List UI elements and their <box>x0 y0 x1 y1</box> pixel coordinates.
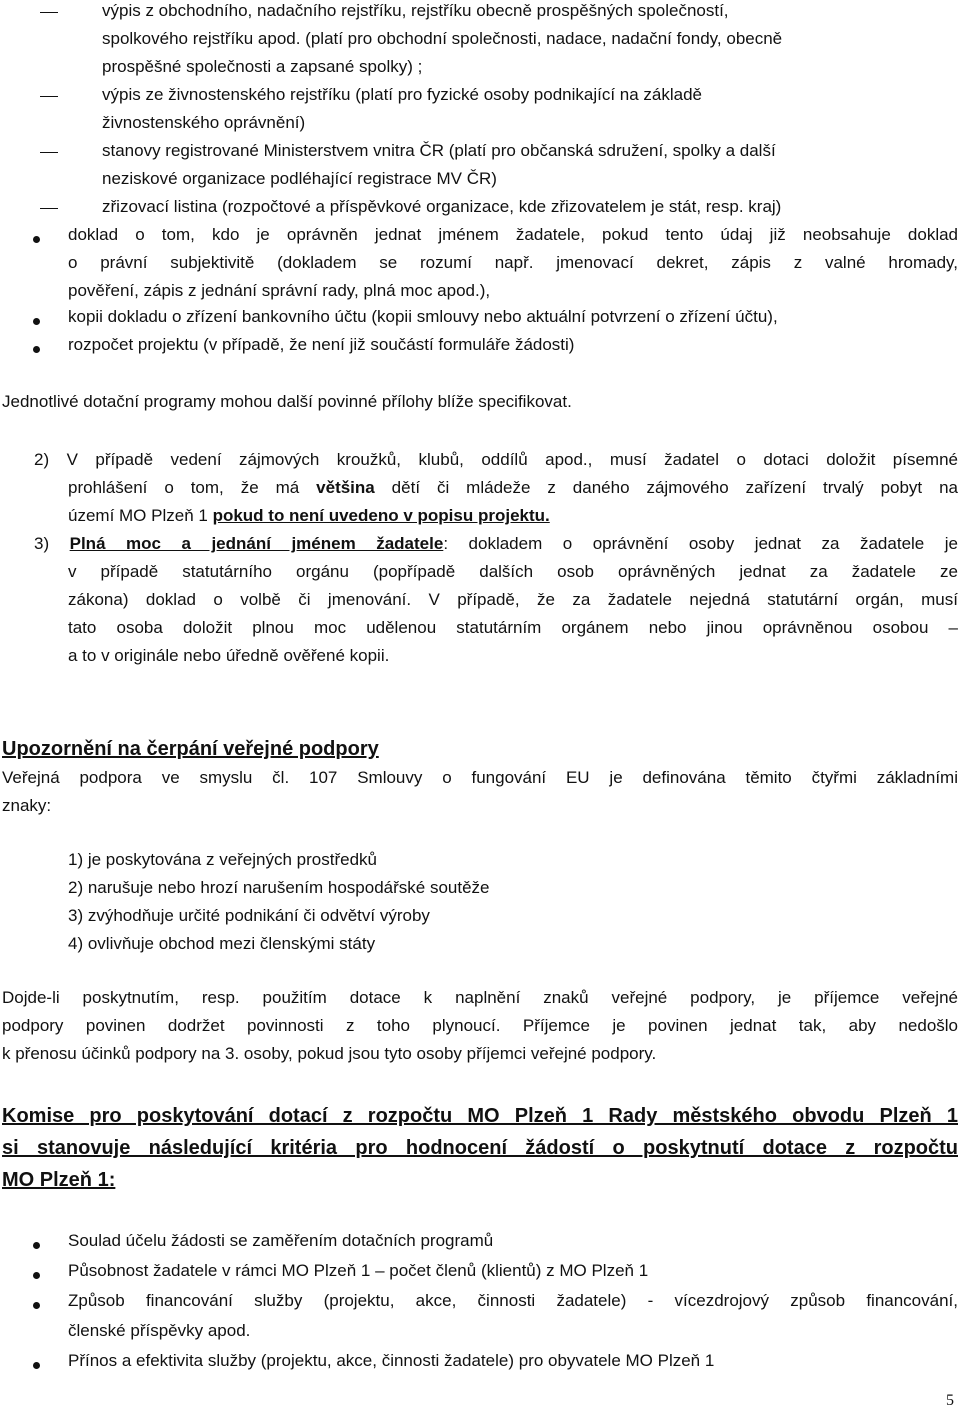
criteria-item-line: Soulad účelu žádosti se zaměřením dotačních programů <box>68 1231 494 1250</box>
criteria-item-line: členské příspěvky apod. <box>68 1321 251 1340</box>
dash-item-line: živnostenského oprávnění) <box>102 113 306 132</box>
list-item: 1) je poskytována z veřejných prostředků <box>68 850 377 869</box>
list-item: 2) narušuje nebo hrozí narušením hospodářské soutěže <box>68 878 490 897</box>
bullet-dot <box>33 1272 40 1279</box>
dash-item-line: zřizovací listina (rozpočtové a příspěvkové organizace, kde zřizovatelem je stát, resp. kraj) <box>102 197 782 216</box>
criteria-item-line: Přínos a efektivita služby (projektu, akce, činnosti žadatele) pro obyvatele MO Plzeň 1 <box>68 1351 715 1370</box>
numbered-paragraph-line: zákona) doklad o volbě či jmenování. V případě, že za žadatele nejedná statutární orgán, musí <box>68 590 958 609</box>
paragraph-line: znaky: <box>2 796 52 815</box>
section-heading: MO Plzeň 1: <box>2 1169 116 1191</box>
bullet-item-line: rozpočet projektu (v případě, že není již součástí formuláře žádosti) <box>68 335 575 354</box>
bullet-item-line: kopii dokladu o zřízení bankovního účtu (kopii smlouvy nebo aktuální potvrzení o zřízení účtu), <box>68 307 778 326</box>
numbered-paragraph-line: 3) Plná moc a jednání jménem žadatele: dokladem o oprávnění osoby jednat za žadatele je <box>34 534 958 553</box>
dash-item-line: výpis ze živnostenského rejstříku (platí pro fyzické osoby podnikající na základě <box>102 85 703 104</box>
bullet-dot <box>33 1242 40 1249</box>
dash-marker <box>40 208 58 209</box>
numbered-paragraph-line: v případě statutárního orgánu (popřípadě dalších osob oprávněných jednat za žadatele ze <box>68 562 958 581</box>
paragraph-line: podpory povinen dodržet povinnosti z toho plynoucí. Příjemce je povinen jednat tak, aby nedošlo <box>2 1016 958 1035</box>
paragraph-line: Dojde-li poskytnutím, resp. použitím dotace k naplnění znaků veřejné podpory, je příjemce veřejné <box>2 988 958 1007</box>
bullet-item-line: o právní subjektivitě (dokladem se rozumí např. jmenovací dekret, zápis z valné hromady, <box>68 253 958 272</box>
dash-marker <box>40 12 58 13</box>
section-heading: si stanovuje následující kritéria pro hodnocení žádostí o poskytnutí dotace z rozpočtu <box>2 1137 958 1159</box>
dash-marker <box>40 152 58 153</box>
bullet-dot <box>33 1362 40 1369</box>
dash-item-line: prospěšné společnosti a zapsané spolky) ; <box>102 57 423 76</box>
paragraph-line: Jednotlivé dotační programy mohou další povinné přílohy blíže specifikovat. <box>2 392 572 411</box>
bullet-dot <box>33 236 40 243</box>
numbered-paragraph-line: a to v originále nebo úředně ověřené kopii. <box>68 646 390 665</box>
bullet-item-line: pověření, zápis z jednání správní rady, plná moc apod.), <box>68 281 491 300</box>
paragraph-line: k přenosu účinků podpory na 3. osoby, pokud jsou tyto osoby příjemci veřejné podpory. <box>2 1044 657 1063</box>
criteria-item-line: Působnost žadatele v rámci MO Plzeň 1 – počet členů (klientů) z MO Plzeň 1 <box>68 1261 649 1280</box>
bullet-dot <box>33 318 40 325</box>
bullet-dot <box>33 346 40 353</box>
bullet-item-line: doklad o tom, kdo je oprávněn jednat jménem žadatele, pokud tento údaj již neobsahuje doklad <box>68 225 958 244</box>
page-number: 5 <box>946 1392 954 1409</box>
numbered-paragraph-line: tato osoba doložit plnou moc udělenou statutárním orgánem nebo jinou oprávněnou osobou – <box>68 618 958 637</box>
numbered-paragraph-line: území MO Plzeň 1 pokud to není uvedeno v popisu projektu. <box>68 506 550 525</box>
criteria-item-line: Způsob financování služby (projektu, akce, činnosti žadatele) - vícezdrojový způsob financování, <box>68 1291 958 1310</box>
numbered-paragraph-line: 2) V případě vedení zájmových kroužků, klubů, oddílů apod., musí žadatel o dotaci doložit písemné <box>34 450 958 469</box>
dash-item-line: spolkového rejstříku apod. (platí pro obchodní společnosti, nadace, nadační fondy, obecně <box>102 29 783 48</box>
bullet-dot <box>33 1302 40 1309</box>
dash-item-line: stanovy registrované Ministerstvem vnitra ČR (platí pro občanská sdružení, spolky a další <box>102 141 776 160</box>
section-heading: Komise pro poskytování dotací z rozpočtu MO Plzeň 1 Rady městského obvodu Plzeň 1 <box>2 1105 958 1127</box>
dash-marker <box>40 96 58 97</box>
paragraph-line: Veřejná podpora ve smyslu čl. 107 Smlouvy o fungování EU je definována těmito čtyřmi základními <box>2 768 958 787</box>
list-item: 4) ovlivňuje obchod mezi členskými státy <box>68 934 376 953</box>
dash-item-line: výpis z obchodního, nadačního rejstříku, rejstříku obecně prospěšných společností, <box>102 1 729 20</box>
list-item: 3) zvýhodňuje určité podnikání či odvětví výroby <box>68 906 430 925</box>
dash-item-line: neziskové organizace podléhající registrace MV ČR) <box>102 169 497 188</box>
numbered-paragraph-line: prohlášení o tom, že má většina dětí či mládeže z daného zájmového zařízení trvalý pobyt na <box>68 478 958 497</box>
section-heading: Upozornění na čerpání veřejné podpory <box>2 738 379 760</box>
